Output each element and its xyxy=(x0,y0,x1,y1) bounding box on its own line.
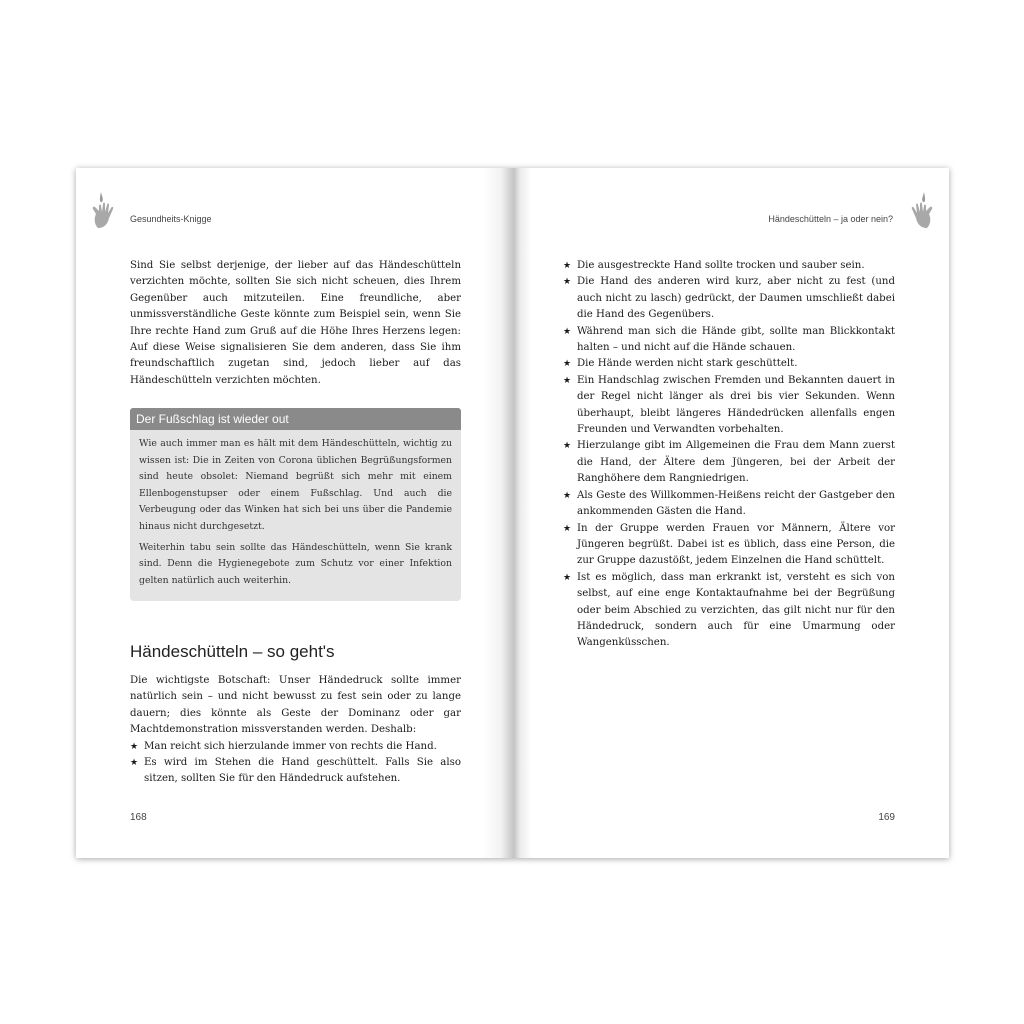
list-item xyxy=(563,488,895,521)
star-bullet-icon: ★ xyxy=(563,326,572,337)
star-bullet-icon: ★ xyxy=(563,359,572,370)
list-item xyxy=(563,324,895,357)
star-bullet-icon: ★ xyxy=(563,523,572,534)
info-box-paragraph: Weiterhin tabu sein sollte das Händeschütteln, wenn Sie krank sind. Denn die Hygienegebote zum Schutz vor einer Infektion gelten natürlich auch weiterhin. xyxy=(139,541,452,586)
list-item-text: Die Hände werden nicht stark geschüttelt. xyxy=(577,358,798,370)
left-page xyxy=(76,168,513,858)
open-book-spread xyxy=(76,168,949,858)
list-item-text: Ist es möglich, dass man erkrankt ist, versteht es sich von selbst, auf eine enge Kontaktaufnahme bei der Begrüßung oder beim Abschied zu verzichten, das gilt nicht nur für den Händedruck, sondern auch für eine Umarmung oder Wangenküsschen. xyxy=(577,571,895,649)
list-item-text: Die Hand des anderen wird kurz, aber nicht zu fest (und auch nicht zu lasch) gedrückt, der Daumen umschließt dabei die Hand des Gegenübers. xyxy=(577,276,895,321)
list-item-text: Als Geste des Willkommen-Heißens reicht der Gastgeber den ankommenden Gästen die Hand. xyxy=(577,489,895,518)
running-head: Händeschütteln – ja oder nein? xyxy=(768,214,893,224)
list-item xyxy=(563,274,895,323)
hand-icon xyxy=(899,190,935,230)
section-paragraph: Die wichtigste Botschaft: Unser Händedruck sollte immer natürlich sein – und nicht bewusst zu fest sein oder zu lange dauern; dies könnte als Geste der Dominanz oder gar Machtdemonstration missverstanden werden. Deshalb: xyxy=(130,675,461,736)
section-body xyxy=(130,673,461,788)
right-page xyxy=(513,168,949,858)
list-item xyxy=(563,438,895,487)
list-item xyxy=(563,356,895,372)
star-bullet-icon: ★ xyxy=(563,441,572,452)
star-bullet-icon: ★ xyxy=(563,277,572,288)
info-box-paragraph: Wie auch immer man es hält mit dem Händeschütteln, wichtig zu wissen ist: Die in Zeiten von Corona üblichen Begrüßungsformen sind heute obsolet: Niemand begrüßt sich mehr mit einem Ellenbogenstupser oder einem Fußschlag. Und auch die Verbeugung oder das Winken hat sich bei uns über die Pandemie hinaus nicht durchgesetzt. xyxy=(139,438,452,532)
list-item xyxy=(563,373,895,439)
list-item-text: In der Gruppe werden Frauen vor Männern, Ältere vor Jüngeren begrüßt. Dabei ist es üblich, dass eine Person, die zur Gruppe dazustößt, jedem Einzelnen die Hand schüttelt. xyxy=(577,522,895,567)
list-item-text: Es wird im Stehen die Hand geschüttelt. Falls Sie also sitzen, sollten Sie für den Händedruck aufstehen. xyxy=(144,757,461,785)
info-box-title: Der Fußschlag ist wieder out xyxy=(130,408,461,430)
info-box-body xyxy=(130,430,461,601)
star-bullet-icon: ★ xyxy=(130,741,139,752)
intro-paragraph: Sind Sie selbst derjenige, der lieber auf das Händeschütteln verzichten möchte, sollten Sie sich nicht scheuen, dies Ihrem Gegenüber auch mitzuteilen. Eine freundliche, aber unmissverständliche Geste könnte zum Beispiel sein, wenn Sie Ihre rechte Hand zum Gruß auf die Höhe Ihres Herzens legen: Auf diese Weise signalisieren Sie dem anderen, dass Sie ihm freundschaftlich zugetan sind, jedoch lieber auf das Händeschütteln verzichten möchten. xyxy=(130,260,461,386)
page-number: 169 xyxy=(878,812,895,823)
bullet-list xyxy=(563,258,895,652)
star-bullet-icon: ★ xyxy=(563,261,572,271)
list-item xyxy=(563,521,895,570)
right-bullet-block xyxy=(563,258,895,652)
star-bullet-icon: ★ xyxy=(130,758,139,769)
star-bullet-icon: ★ xyxy=(563,572,572,583)
list-item-text: Hierzulange gibt im Allgemeinen die Frau dem Mann zuerst die Hand, der Ältere dem Jüngeren, bei der Arbeit der Ranghöhere dem Rangniedrigen. xyxy=(577,440,895,485)
list-item xyxy=(563,258,895,274)
star-bullet-icon: ★ xyxy=(563,375,572,386)
section-heading: Händeschütteln – so geht's xyxy=(130,642,335,661)
info-box xyxy=(130,408,461,601)
intro-paragraph-block xyxy=(130,258,461,389)
hand-icon xyxy=(90,190,126,230)
list-item xyxy=(130,739,461,755)
star-bullet-icon: ★ xyxy=(563,490,572,501)
list-item-text: Die ausgestreckte Hand sollte trocken und sauber sein. xyxy=(577,260,865,271)
list-item-text: Ein Handschlag zwischen Fremden und Bekannten dauert in der Regel nicht länger als drei bis vier Sekunden. Wenn überhaupt, bleibt längeres Händedrücken allenfalls engen Freunden und Verwandten vorbehalten. xyxy=(577,374,895,436)
gutter-shadow xyxy=(513,168,531,858)
list-item-text: Man reicht sich hierzulande immer von rechts die Hand. xyxy=(144,740,437,752)
bullet-list xyxy=(130,739,461,788)
list-item xyxy=(563,570,895,652)
gutter-shadow xyxy=(483,168,513,858)
list-item-text: Während man sich die Hände gibt, sollte man Blickkontakt halten – und nicht auf die Hände schauen. xyxy=(577,325,895,354)
page-number: 168 xyxy=(130,812,147,823)
list-item xyxy=(130,755,461,788)
running-head: Gesundheits-Knigge xyxy=(130,214,212,224)
